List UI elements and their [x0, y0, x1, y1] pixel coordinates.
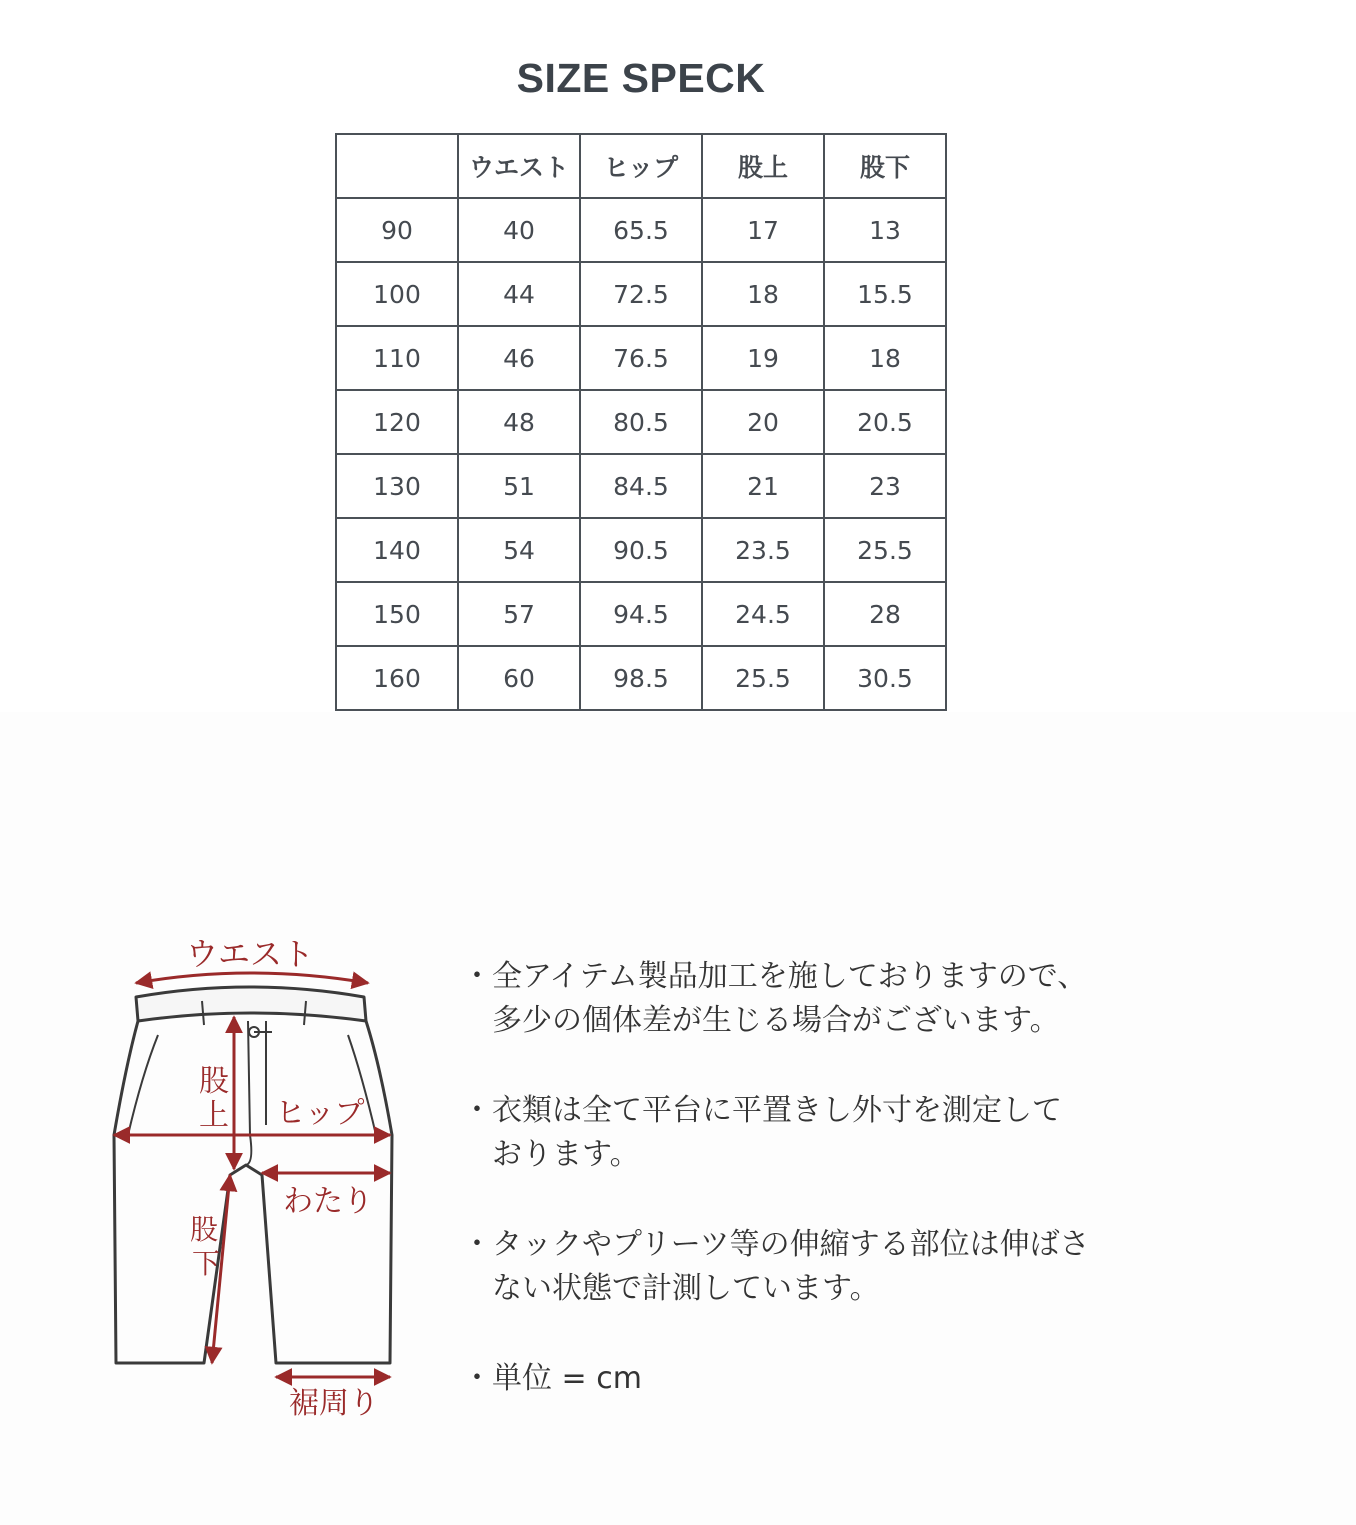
table-cell: 90.5	[580, 518, 702, 582]
table-cell: 28	[824, 582, 946, 646]
rise-label-top: 股	[199, 1064, 229, 1099]
notes-list	[462, 955, 1222, 1447]
table-cell: 23	[824, 454, 946, 518]
table-cell: 17	[702, 198, 824, 262]
header-cell: 股下	[824, 134, 946, 198]
table-cell: 13	[824, 198, 946, 262]
size-table	[335, 133, 947, 711]
table-row	[336, 518, 946, 582]
table-cell: 90	[336, 198, 458, 262]
waist-label: ウエスト	[185, 935, 315, 973]
table-header-row	[336, 134, 946, 198]
table-row	[336, 198, 946, 262]
table-cell: 20.5	[824, 390, 946, 454]
hip-label: ヒップ	[275, 1096, 365, 1131]
table-cell: 20	[702, 390, 824, 454]
table-cell: 23.5	[702, 518, 824, 582]
thigh-label: わたり	[283, 1184, 373, 1219]
table-cell: 57	[458, 582, 580, 646]
rise-label-bottom: 上	[199, 1098, 229, 1133]
table-cell: 25.5	[824, 518, 946, 582]
shorts-measurement-diagram	[100, 925, 420, 1425]
table-cell: 24.5	[702, 582, 824, 646]
table-cell: 30.5	[824, 646, 946, 710]
table-cell: 15.5	[824, 262, 946, 326]
table-cell: 25.5	[702, 646, 824, 710]
inseam-label-bottom: 下	[191, 1247, 221, 1280]
table-cell: 80.5	[580, 390, 702, 454]
table-cell: 98.5	[580, 646, 702, 710]
table-row	[336, 262, 946, 326]
table-row	[336, 646, 946, 710]
table-cell: 65.5	[580, 198, 702, 262]
bullet: ・	[462, 959, 492, 994]
table-row	[336, 582, 946, 646]
table-cell: 54	[458, 518, 580, 582]
table-cell: 110	[336, 326, 458, 390]
table-cell: 40	[458, 198, 580, 262]
table-cell: 140	[336, 518, 458, 582]
note-text: 衣類は全て平台に平置きし外寸を測定して おります。	[492, 1093, 1062, 1172]
header-cell	[336, 134, 458, 198]
table-cell: 44	[458, 262, 580, 326]
list-item	[462, 955, 1222, 1043]
table-cell: 60	[458, 646, 580, 710]
header-cell: 股上	[702, 134, 824, 198]
table-cell: 18	[702, 262, 824, 326]
table-cell: 72.5	[580, 262, 702, 326]
header-cell: ウエスト	[458, 134, 580, 198]
note-text: 全アイテム製品加工を施しておりますので、 多少の個体差が生じる場合がございます。	[492, 959, 1088, 1038]
table-cell: 46	[458, 326, 580, 390]
list-item	[462, 1357, 1222, 1401]
table-cell: 48	[458, 390, 580, 454]
shorts-outline	[114, 987, 392, 1363]
note-text: タックやプリーツ等の伸縮する部位は伸ばさ ない状態で計測しています。	[492, 1227, 1090, 1306]
bullet: ・	[462, 1361, 492, 1396]
table-cell: 120	[336, 390, 458, 454]
header-cell: ヒップ	[580, 134, 702, 198]
page-title: SIZE SPECK	[516, 55, 766, 101]
inseam-label-top: 股	[189, 1213, 219, 1246]
table-row	[336, 454, 946, 518]
table-row	[336, 390, 946, 454]
table-cell: 76.5	[580, 326, 702, 390]
table-cell: 160	[336, 646, 458, 710]
table-row	[336, 326, 946, 390]
table-cell: 94.5	[580, 582, 702, 646]
bullet: ・	[462, 1093, 492, 1128]
table-cell: 51	[458, 454, 580, 518]
table-cell: 100	[336, 262, 458, 326]
table-cell: 19	[702, 326, 824, 390]
list-item	[462, 1089, 1222, 1177]
table-cell: 150	[336, 582, 458, 646]
table-cell: 84.5	[580, 454, 702, 518]
note-text: 単位 = cm	[492, 1361, 642, 1396]
bullet: ・	[462, 1227, 492, 1262]
table-cell: 130	[336, 454, 458, 518]
list-item	[462, 1223, 1222, 1311]
table-cell: 21	[702, 454, 824, 518]
hem-label: 裾周り	[289, 1386, 379, 1421]
table-cell: 18	[824, 326, 946, 390]
